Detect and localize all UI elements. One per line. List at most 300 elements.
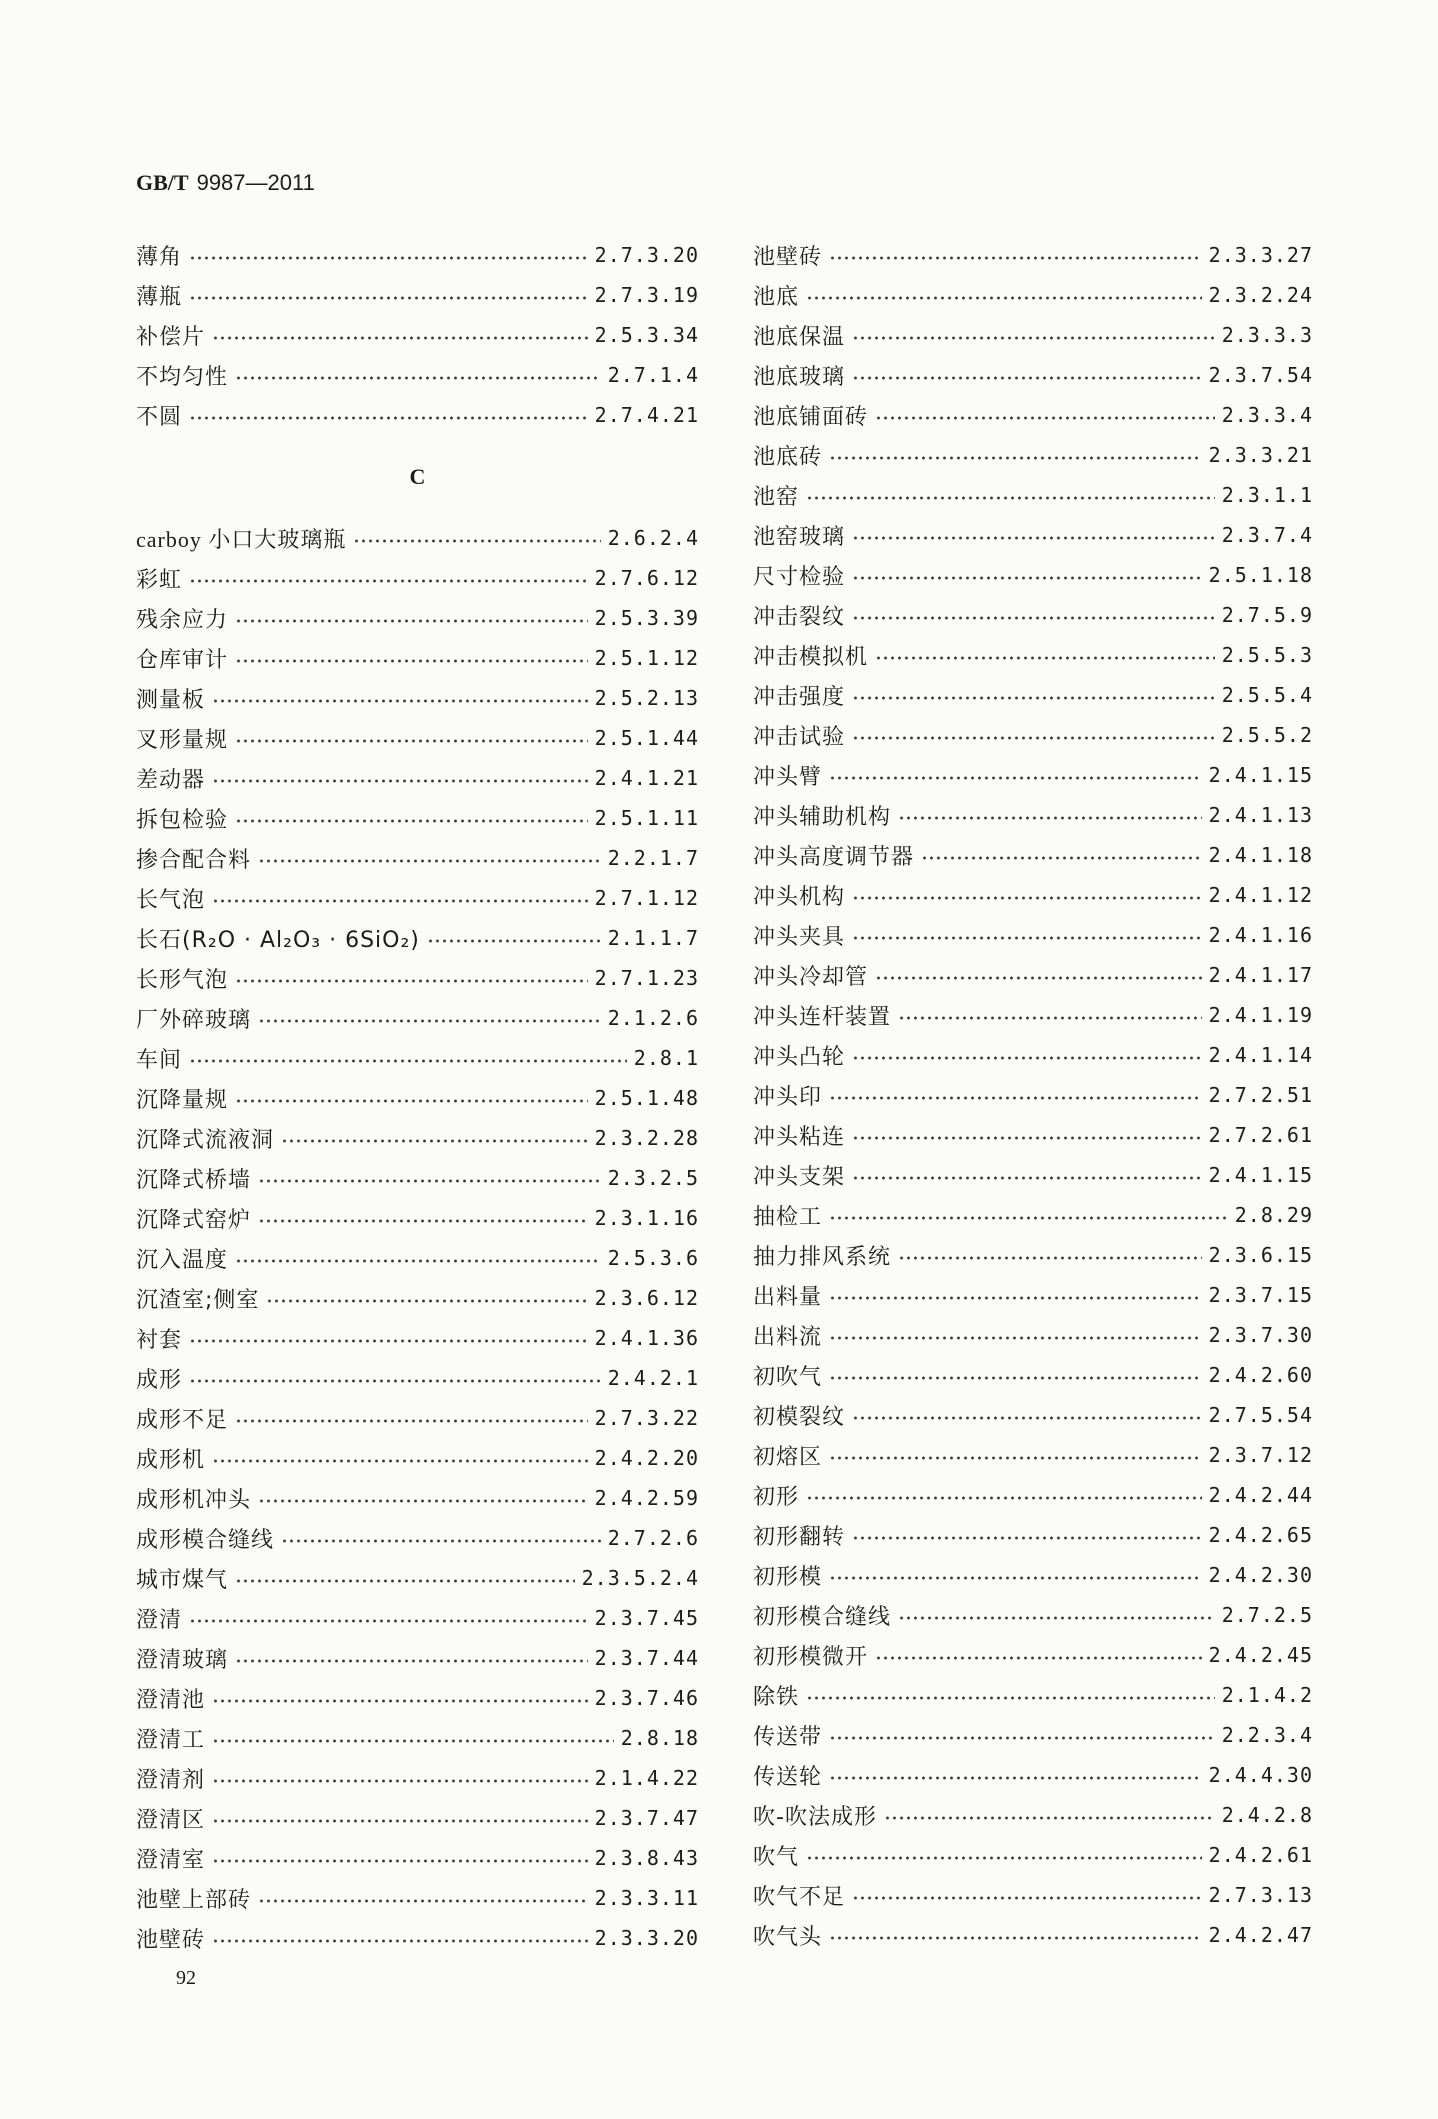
index-entry	[753, 875, 1313, 915]
entry-term: 池底玻璃	[753, 364, 846, 390]
entry-reference: 2.4.1.15	[1208, 1163, 1313, 1187]
dot-leader	[829, 1295, 1202, 1301]
entry-reference: 2.4.1.13	[1208, 803, 1313, 827]
entry-term: 澄清剂	[136, 1767, 206, 1793]
entry-reference: 2.1.4.22	[594, 1766, 699, 1790]
entry-term: 初熔区	[753, 1444, 823, 1470]
entry-term: 沉入温度	[136, 1247, 229, 1273]
dot-leader	[829, 1575, 1202, 1581]
dot-leader	[235, 1578, 575, 1584]
standard-code: GB/T	[136, 170, 189, 195]
index-entry	[136, 1718, 699, 1758]
entry-term: 彩虹	[136, 567, 183, 593]
page-number: 92	[176, 1967, 196, 1989]
entry-term: 初吹气	[753, 1364, 823, 1390]
index-entry	[753, 675, 1313, 715]
index-column-right	[753, 235, 1313, 1955]
entry-reference: 2.8.29	[1234, 1203, 1313, 1227]
entry-term: 冲击裂纹	[753, 604, 846, 630]
entry-term: carboy 小口大玻璃瓶	[136, 526, 347, 552]
index-entry	[136, 958, 699, 998]
entry-reference: 2.5.3.6	[607, 1246, 699, 1270]
entry-term: 冲击试验	[753, 724, 846, 750]
entry-term: 掺合配合料	[136, 847, 252, 873]
index-entry	[753, 1395, 1313, 1435]
index-entry	[753, 1915, 1313, 1955]
entry-reference: 2.4.2.8	[1221, 1803, 1313, 1827]
dot-leader	[852, 1895, 1202, 1901]
index-entry	[753, 1155, 1313, 1195]
index-entry	[753, 475, 1313, 515]
index-entry	[136, 1438, 699, 1478]
dot-leader	[189, 1618, 588, 1624]
index-entry	[136, 1078, 699, 1118]
entry-term: 残余应力	[136, 607, 229, 633]
entry-reference: 2.4.1.15	[1208, 763, 1313, 787]
entry-reference: 2.1.1.7	[607, 926, 699, 950]
dot-leader	[875, 975, 1202, 981]
entry-term: 叉形量规	[136, 727, 229, 753]
entry-reference: 2.5.5.2	[1221, 723, 1313, 747]
index-entry	[136, 558, 699, 598]
index-entry	[136, 1678, 699, 1718]
entry-term: 成形模合缝线	[136, 1527, 275, 1553]
entry-reference: 2.4.4.30	[1208, 1763, 1313, 1787]
entry-reference: 2.7.3.13	[1208, 1883, 1313, 1907]
dot-leader	[806, 295, 1202, 301]
index-entry	[753, 1435, 1313, 1475]
dot-leader	[189, 295, 588, 301]
dot-leader	[189, 1058, 627, 1064]
entry-reference: 2.4.2.30	[1208, 1563, 1313, 1587]
entry-term: 池窑	[753, 484, 800, 510]
entry-reference: 2.3.7.12	[1208, 1443, 1313, 1467]
entry-term: 吹气不足	[753, 1884, 846, 1910]
entry-term: 抽力排风系统	[753, 1244, 892, 1270]
entry-reference: 2.5.1.44	[594, 726, 699, 750]
entry-term: 池壁上部砖	[136, 1887, 252, 1913]
dot-leader	[852, 935, 1202, 941]
index-entry	[136, 638, 699, 678]
index-entry	[753, 515, 1313, 555]
entry-reference: 2.1.2.6	[607, 1006, 699, 1030]
index-entry	[753, 835, 1313, 875]
dot-leader	[852, 1175, 1202, 1181]
entry-reference: 2.6.2.4	[607, 526, 699, 550]
dot-leader	[235, 618, 588, 624]
entry-reference: 2.7.2.6	[607, 1526, 699, 1550]
index-entry	[753, 1115, 1313, 1155]
dot-leader	[829, 1935, 1202, 1941]
entry-reference: 2.3.2.24	[1208, 283, 1313, 307]
entry-reference: 2.1.4.2	[1221, 1683, 1313, 1707]
index-entry	[136, 395, 699, 435]
index-column-left	[136, 235, 699, 1958]
entry-term: 初形模	[753, 1564, 823, 1590]
index-entry	[753, 395, 1313, 435]
entry-reference: 2.3.7.46	[594, 1686, 699, 1710]
index-entry	[753, 275, 1313, 315]
entry-term: 澄清	[136, 1607, 183, 1633]
index-entry	[136, 718, 699, 758]
entry-term: 仓库审计	[136, 647, 229, 673]
dot-leader	[258, 1498, 588, 1504]
index-entry	[753, 1475, 1313, 1515]
index-entry	[136, 1518, 699, 1558]
entry-reference: 2.5.1.48	[594, 1086, 699, 1110]
entry-reference: 2.2.1.7	[607, 846, 699, 870]
entry-term: 长气泡	[136, 887, 206, 913]
entry-term: 尺寸检验	[753, 564, 846, 590]
entry-reference: 2.3.3.20	[594, 1926, 699, 1950]
entry-reference: 2.4.2.59	[594, 1486, 699, 1510]
entry-reference: 2.3.6.15	[1208, 1243, 1313, 1267]
dot-leader	[258, 1218, 588, 1224]
index-entry	[753, 955, 1313, 995]
index-entry	[136, 1278, 699, 1318]
entry-reference: 2.4.1.17	[1208, 963, 1313, 987]
dot-leader	[829, 455, 1202, 461]
entry-reference: 2.4.2.44	[1208, 1483, 1313, 1507]
entry-reference: 2.3.1.1	[1221, 483, 1313, 507]
dot-leader	[829, 1455, 1202, 1461]
index-entry	[753, 315, 1313, 355]
index-entry	[136, 1838, 699, 1878]
index-entry	[753, 595, 1313, 635]
dot-leader	[212, 1698, 588, 1704]
entry-reference: 2.3.8.43	[594, 1846, 699, 1870]
index-entry	[753, 1835, 1313, 1875]
index-entry	[753, 235, 1313, 275]
index-entry	[753, 1555, 1313, 1595]
entry-term: 池底	[753, 284, 800, 310]
entry-reference: 2.4.1.19	[1208, 1003, 1313, 1027]
dot-leader	[427, 938, 601, 944]
entry-reference: 2.8.1	[633, 1046, 699, 1070]
entry-term: 澄清玻璃	[136, 1647, 229, 1673]
entry-reference: 2.4.1.12	[1208, 883, 1313, 907]
index-entry	[136, 1758, 699, 1798]
dot-leader	[212, 1818, 588, 1824]
dot-leader	[829, 1375, 1202, 1381]
entry-term: 衬套	[136, 1327, 183, 1353]
entry-reference: 2.4.1.18	[1208, 843, 1313, 867]
entry-term: 冲头臂	[753, 764, 823, 790]
dot-leader	[189, 1378, 601, 1384]
index-entry	[753, 555, 1313, 595]
dot-leader	[875, 415, 1215, 421]
dot-leader	[852, 375, 1202, 381]
index-entry	[753, 1075, 1313, 1115]
index-entry	[753, 635, 1313, 675]
entry-term: 池底砖	[753, 444, 823, 470]
dot-leader	[852, 1055, 1202, 1061]
entry-term: 不圆	[136, 404, 183, 430]
entry-reference: 2.7.3.22	[594, 1406, 699, 1430]
entry-term: 冲击强度	[753, 684, 846, 710]
entry-reference: 2.4.2.61	[1208, 1843, 1313, 1867]
entry-reference: 2.3.3.3	[1221, 323, 1313, 347]
dot-leader	[235, 738, 588, 744]
entry-term: 车间	[136, 1047, 183, 1073]
entry-reference: 2.3.5.2.4	[581, 1566, 699, 1590]
dot-leader	[258, 1178, 601, 1184]
dot-leader	[235, 658, 588, 664]
dot-leader	[852, 1535, 1202, 1541]
index-entry	[136, 1198, 699, 1238]
dot-leader	[898, 1255, 1202, 1261]
index-entry	[753, 1795, 1313, 1835]
dot-leader	[829, 1735, 1215, 1741]
entry-term: 补偿片	[136, 324, 206, 350]
entry-term: 抽检工	[753, 1204, 823, 1230]
index-entry	[136, 1638, 699, 1678]
dot-leader	[189, 578, 588, 584]
dot-leader	[235, 1098, 588, 1104]
dot-leader	[235, 375, 601, 381]
entry-reference: 2.7.2.5	[1221, 1603, 1313, 1627]
entry-term: 冲头支架	[753, 1164, 846, 1190]
entry-term: 厂外碎玻璃	[136, 1007, 252, 1033]
entry-term: 冲头机构	[753, 884, 846, 910]
entry-term: 拆包检验	[136, 807, 229, 833]
entry-reference: 2.7.2.61	[1208, 1123, 1313, 1147]
dot-leader	[235, 818, 588, 824]
dot-leader	[829, 1095, 1202, 1101]
index-entry	[136, 275, 699, 315]
entry-term: 成形机	[136, 1447, 206, 1473]
index-entry	[136, 598, 699, 638]
entry-term: 出料量	[753, 1284, 823, 1310]
entry-term: 初形模微开	[753, 1644, 869, 1670]
dot-leader	[189, 255, 588, 261]
entry-term: 成形	[136, 1367, 183, 1393]
entry-term: 沉降量规	[136, 1087, 229, 1113]
dot-leader	[829, 775, 1202, 781]
entry-term: 冲击模拟机	[753, 644, 869, 670]
entry-reference: 2.5.5.4	[1221, 683, 1313, 707]
dot-leader	[806, 1695, 1215, 1701]
entry-reference: 2.3.7.4	[1221, 523, 1313, 547]
dot-leader	[212, 335, 588, 341]
entry-term: 冲头冷却管	[753, 964, 869, 990]
index-entry	[136, 1798, 699, 1838]
dot-leader	[852, 1135, 1202, 1141]
entry-reference: 2.5.2.13	[594, 686, 699, 710]
entry-reference: 2.4.2.60	[1208, 1363, 1313, 1387]
index-entry	[136, 1598, 699, 1638]
dot-leader	[235, 1658, 588, 1664]
entry-term: 池壁砖	[136, 1927, 206, 1953]
entry-reference: 2.3.7.54	[1208, 363, 1313, 387]
entry-reference: 2.3.7.45	[594, 1606, 699, 1630]
index-entry	[136, 758, 699, 798]
dot-leader	[266, 1298, 587, 1304]
entry-term: 初形翻转	[753, 1524, 846, 1550]
dot-leader	[258, 858, 601, 864]
entry-reference: 2.4.2.45	[1208, 1643, 1313, 1667]
entry-term: 传送轮	[753, 1764, 823, 1790]
entry-reference: 2.3.7.30	[1208, 1323, 1313, 1347]
entry-term: 长石(R₂O · Al₂O₃ · 6SiO₂)	[136, 927, 420, 953]
index-entry	[753, 1035, 1313, 1075]
entry-term: 吹-吹法成形	[753, 1804, 877, 1830]
index-entry	[136, 1398, 699, 1438]
dot-leader	[806, 1855, 1202, 1861]
index-entry	[136, 1038, 699, 1078]
index-entry	[753, 1275, 1313, 1315]
dot-leader	[829, 1335, 1202, 1341]
dot-leader	[921, 855, 1202, 861]
entry-reference: 2.3.3.11	[594, 1886, 699, 1910]
index-entry	[136, 998, 699, 1038]
index-entry	[753, 1195, 1313, 1235]
dot-leader	[852, 335, 1215, 341]
dot-leader	[852, 895, 1202, 901]
dot-leader	[898, 1615, 1215, 1621]
dot-leader	[852, 1415, 1202, 1421]
index-entry	[753, 1875, 1313, 1915]
dot-leader	[281, 1538, 601, 1544]
entry-term: 冲头辅助机构	[753, 804, 892, 830]
entry-term: 出料流	[753, 1324, 823, 1350]
entry-term: 池底保温	[753, 324, 846, 350]
dot-leader	[258, 1018, 601, 1024]
dot-leader	[212, 778, 588, 784]
entry-term: 差动器	[136, 767, 206, 793]
dot-leader	[852, 575, 1202, 581]
index-entry	[136, 1318, 699, 1358]
entry-reference: 2.7.5.54	[1208, 1403, 1313, 1427]
entry-reference: 2.4.2.20	[594, 1446, 699, 1470]
entry-term: 沉渣室;侧室	[136, 1287, 260, 1313]
entry-term: 传送带	[753, 1724, 823, 1750]
index-entry	[136, 1878, 699, 1918]
dot-leader	[852, 695, 1215, 701]
entry-reference: 2.3.3.27	[1208, 243, 1313, 267]
entry-reference: 2.8.18	[620, 1726, 699, 1750]
entry-reference: 2.3.3.21	[1208, 443, 1313, 467]
entry-reference: 2.7.3.20	[594, 243, 699, 267]
index-group-right	[753, 235, 1313, 1955]
entry-reference: 2.5.1.11	[594, 806, 699, 830]
entry-term: 冲头凸轮	[753, 1044, 846, 1070]
index-entry	[753, 1315, 1313, 1355]
index-entry	[753, 435, 1313, 475]
dot-leader	[829, 1775, 1202, 1781]
entry-reference: 2.5.1.18	[1208, 563, 1313, 587]
entry-reference: 2.3.7.44	[594, 1646, 699, 1670]
standard-header	[136, 168, 315, 199]
entry-reference: 2.7.5.9	[1221, 603, 1313, 627]
dot-leader	[212, 1778, 588, 1784]
dot-leader	[884, 1815, 1215, 1821]
entry-term: 澄清池	[136, 1687, 206, 1713]
entry-term: 澄清区	[136, 1807, 206, 1833]
dot-leader	[212, 1858, 588, 1864]
index-entry	[753, 1355, 1313, 1395]
entry-reference: 2.3.7.47	[594, 1806, 699, 1830]
entry-term: 沉降式窑炉	[136, 1207, 252, 1233]
index-entry	[753, 1715, 1313, 1755]
entry-reference: 2.4.2.47	[1208, 1923, 1313, 1947]
index-entry	[136, 1358, 699, 1398]
dot-leader	[235, 1258, 601, 1264]
entry-term: 池窑玻璃	[753, 524, 846, 550]
entry-term: 池壁砖	[753, 244, 823, 270]
index-entry	[753, 1635, 1313, 1675]
dot-leader	[898, 815, 1202, 821]
dot-leader	[189, 415, 588, 421]
index-entry	[136, 1558, 699, 1598]
index-entry	[136, 1118, 699, 1158]
dot-leader	[829, 255, 1202, 261]
entry-reference: 2.5.5.3	[1221, 643, 1313, 667]
index-entry	[136, 355, 699, 395]
entry-reference: 2.7.3.19	[594, 283, 699, 307]
entry-reference: 2.3.2.5	[607, 1166, 699, 1190]
entry-term: 沉降式流液洞	[136, 1127, 275, 1153]
entry-term: 冲头印	[753, 1084, 823, 1110]
entry-reference: 2.7.2.51	[1208, 1083, 1313, 1107]
index-entry	[136, 235, 699, 275]
entry-term: 成形不足	[136, 1407, 229, 1433]
entry-term: 薄瓶	[136, 284, 183, 310]
dot-leader	[353, 538, 600, 544]
entry-reference: 2.7.1.4	[607, 363, 699, 387]
index-entry	[136, 918, 699, 958]
entry-reference: 2.4.1.21	[594, 766, 699, 790]
entry-term: 吹气头	[753, 1924, 823, 1950]
index-entry	[136, 1918, 699, 1958]
entry-reference: 2.3.1.16	[594, 1206, 699, 1230]
index-entry	[136, 838, 699, 878]
index-entry	[753, 755, 1313, 795]
dot-leader	[235, 978, 588, 984]
dot-leader	[852, 615, 1215, 621]
entry-term: 初模裂纹	[753, 1404, 846, 1430]
entry-reference: 2.7.4.21	[594, 403, 699, 427]
dot-leader	[189, 1338, 588, 1344]
entry-term: 长形气泡	[136, 967, 229, 993]
dot-leader	[806, 495, 1215, 501]
dot-leader	[258, 1898, 588, 1904]
index-entry	[136, 678, 699, 718]
index-entry	[136, 1478, 699, 1518]
index-group-top	[136, 235, 699, 435]
dot-leader	[212, 898, 588, 904]
entry-reference: 2.7.1.23	[594, 966, 699, 990]
entry-term: 吹气	[753, 1844, 800, 1870]
entry-reference: 2.3.2.28	[594, 1126, 699, 1150]
index-entry	[136, 1238, 699, 1278]
entry-term: 澄清室	[136, 1847, 206, 1873]
entry-term: 成形机冲头	[136, 1487, 252, 1513]
index-entry	[136, 1158, 699, 1198]
index-group-c	[136, 518, 699, 1958]
index-entry	[753, 1515, 1313, 1555]
entry-term: 城市煤气	[136, 1567, 229, 1593]
dot-leader	[235, 1418, 588, 1424]
dot-leader	[852, 735, 1215, 741]
dot-leader	[212, 1938, 588, 1944]
entry-term: 池底铺面砖	[753, 404, 869, 430]
dot-leader	[212, 1458, 588, 1464]
entry-term: 除铁	[753, 1684, 800, 1710]
entry-reference: 2.7.6.12	[594, 566, 699, 590]
entry-reference: 2.7.1.12	[594, 886, 699, 910]
index-entry	[753, 1675, 1313, 1715]
